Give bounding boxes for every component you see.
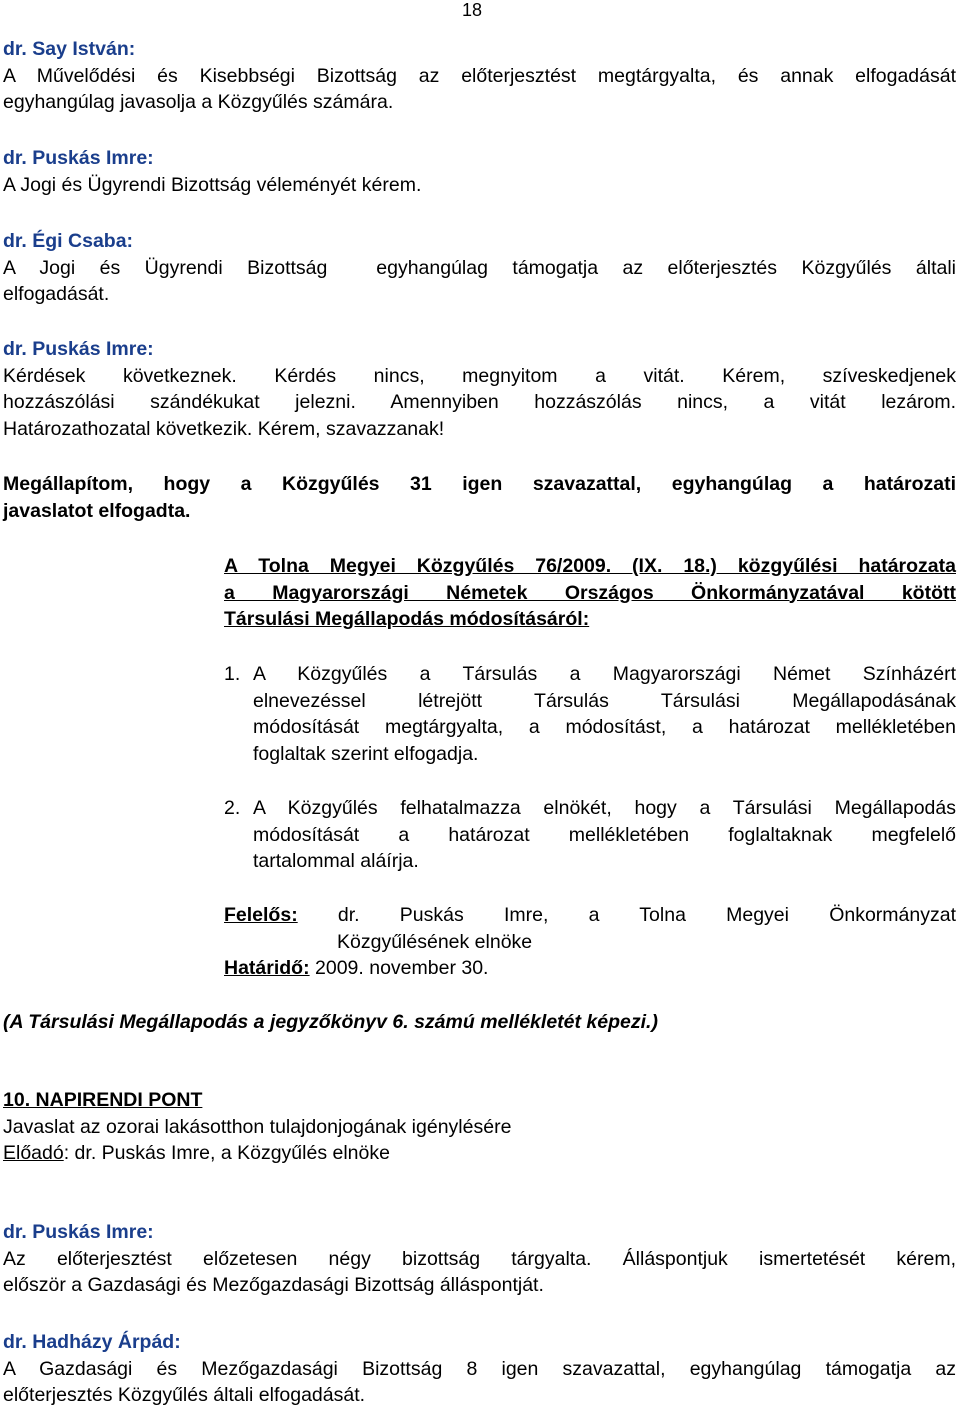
item-number: 2. xyxy=(224,797,241,819)
page-number: 18 xyxy=(462,0,483,20)
vote-result-line: javaslatot elfogadta. xyxy=(3,499,191,522)
speaker-name: dr. Puskás Imre: xyxy=(3,147,154,169)
agenda-section xyxy=(3,1087,956,1167)
speech-line: hozzászólási szándékukat jelezni. Amennyiben hozzászólás nincs, a vitát lezárom. xyxy=(3,391,956,413)
item-line: tartalommal aláírja. xyxy=(253,850,419,872)
speech-block xyxy=(3,1329,956,1409)
responsible-value-2: Közgyűlésének elnöke xyxy=(337,930,533,953)
speech-block xyxy=(3,228,956,308)
deadline-line xyxy=(224,955,956,982)
speech-line: A Jogi és Ügyrendi Bizottság véleményét kérem. xyxy=(3,173,422,196)
speaker-name: dr. Puskás Imre: xyxy=(3,338,154,360)
presenter-label: Előadó xyxy=(3,1142,64,1164)
speaker-name: dr. Égi Csaba: xyxy=(3,230,134,252)
item-line: módosítását megtárgyalta, a módosítást, a határozat mellékletében xyxy=(253,716,956,738)
vote-result-line: Megállapítom, hogy a Közgyűlés 31 igen szavazattal, egyhangúlag a határozati xyxy=(3,473,956,495)
resolution-title-line: a Magyarországi Németek Országos Önkormányzatával kötött xyxy=(224,581,956,604)
item-line: elnevezéssel létrejött Társulás Társulási Megállapodásának xyxy=(253,689,956,712)
speech-line: előterjesztés Közgyűlés általi elfogadását. xyxy=(3,1384,366,1406)
speech-line: Kérdések következnek. Kérdés nincs, megnyitom a vitát. Kérem, szíveskedjenek xyxy=(3,364,956,387)
speech-line: elfogadását. xyxy=(3,283,110,305)
deadline-label: Határidő: xyxy=(224,957,310,979)
vote-result xyxy=(3,471,956,524)
responsible-value: dr. Puskás Imre, a Tolna Megyei Önkormányzat xyxy=(337,904,956,926)
responsible-label: Felelős: xyxy=(224,904,298,926)
speech-line: először a Gazdasági és Mezőgazdasági Bizottság álláspontját. xyxy=(3,1274,544,1296)
agenda-heading: 10. NAPIRENDI PONT xyxy=(3,1089,203,1111)
speech-block xyxy=(3,1219,956,1299)
item-number: 1. xyxy=(224,663,241,685)
item-line: A Közgyűlés felhatalmazza elnökét, hogy a Társulási Megállapodás xyxy=(253,797,956,819)
item-line: foglaltak szerint elfogadja. xyxy=(253,742,479,765)
item-text xyxy=(253,795,956,875)
deadline-value: 2009. november 30. xyxy=(315,957,489,979)
annex-note xyxy=(3,1009,956,1036)
speech-line: Határozathozatal következik. Kérem, szavazzanak! xyxy=(3,417,445,440)
item-line: A Közgyűlés a Társulás a Magyarországi Német Színházért xyxy=(253,663,956,685)
responsible-section xyxy=(224,902,956,982)
agenda-topic: Javaslat az ozorai lakásotthon tulajdonjogának igénylésére xyxy=(3,1115,512,1138)
item-line: módosítását a határozat mellékletében foglaltaknak megfelelő xyxy=(253,823,956,846)
agenda-presenter xyxy=(3,1140,956,1167)
speaker-name: dr. Say István: xyxy=(3,38,136,60)
speech-line: egyhangúlag javasolja a Közgyűlés számára. xyxy=(3,91,394,113)
speech-line: A Gazdasági és Mezőgazdasági Bizottság 8 igen szavazattal, egyhangúlag támogatja az xyxy=(3,1357,956,1380)
speaker-name: dr. Hadházy Árpád: xyxy=(3,1331,181,1353)
resolution-title-line: Társulási Megállapodás módosításáról: xyxy=(224,608,590,630)
annex-note-text: (A Társulási Megállapodás a jegyzőkönyv 6. számú mellékletét képezi.) xyxy=(3,1011,658,1033)
responsible-line xyxy=(224,902,956,929)
speech-block xyxy=(3,36,956,116)
speech-line: A Művelődési és Kisebbségi Bizottság az előterjesztést megtárgyalta, és annak elfogadását xyxy=(3,64,956,87)
speech-line: Az előterjesztést előzetesen négy bizottság tárgyalta. Álláspontjuk ismertetését kérem, xyxy=(3,1247,956,1270)
speaker-name: dr. Puskás Imre: xyxy=(3,1221,154,1243)
speech-block xyxy=(3,336,956,442)
speech-line: A Jogi és Ügyrendi Bizottság egyhangúlag támogatja az előterjesztés Közgyűlés általi xyxy=(3,256,956,279)
resolution-title xyxy=(224,553,956,633)
speech-block xyxy=(3,145,956,198)
presenter-value: : dr. Puskás Imre, a Közgyűlés elnöke xyxy=(63,1142,390,1164)
item-text xyxy=(253,661,956,767)
resolution-title-line: A Tolna Megyei Közgyűlés 76/2009. (IX. 18.) közgyűlési határozata xyxy=(224,555,956,577)
